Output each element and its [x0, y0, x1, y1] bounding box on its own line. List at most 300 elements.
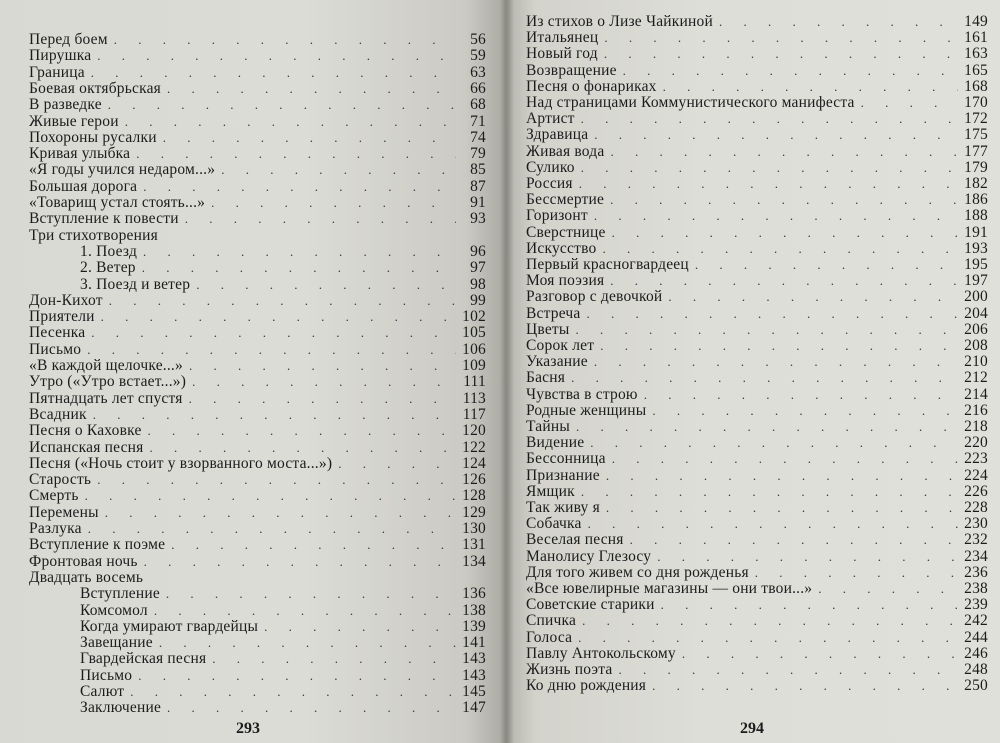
- toc-entry-page: 204: [964, 304, 988, 322]
- dot-leader: [652, 402, 958, 419]
- toc-entry: [526, 564, 988, 581]
- toc-entry-title: 3. Поезд и ветер: [80, 275, 191, 293]
- dot-leader: [114, 31, 456, 48]
- toc-entry-title: Боевая октябрьская: [29, 79, 161, 97]
- dot-leader: [196, 276, 456, 293]
- dot-leader: [93, 406, 456, 423]
- toc-entry-page: 143: [462, 650, 486, 668]
- dot-leader: [610, 143, 958, 160]
- toc-entry: [526, 531, 988, 548]
- toc-entry-page: 236: [964, 563, 988, 581]
- toc-entry-title: Разлука: [29, 520, 82, 537]
- dot-leader: [142, 259, 456, 276]
- dot-leader: [623, 62, 958, 79]
- toc-entry-title: Вступление к повести: [29, 210, 179, 228]
- toc-entry-page: 161: [964, 29, 988, 47]
- dot-leader: [125, 113, 456, 130]
- toc-entry-page: 168: [964, 77, 988, 95]
- toc-entry-page: 138: [462, 601, 486, 619]
- toc-entry-title: Комсомол: [80, 601, 148, 619]
- toc-entry-title: Признание: [526, 466, 600, 484]
- toc-entry-title: Голоса: [526, 628, 573, 646]
- toc-entry: [526, 434, 988, 451]
- toc-entry-title: Письмо: [80, 666, 133, 684]
- toc-entry: [526, 305, 988, 322]
- toc-entry-page: 238: [964, 580, 988, 597]
- toc-entry: [29, 406, 486, 423]
- toc-entry-page: 228: [964, 499, 988, 516]
- toc-entry-title: Песня о фонариках: [526, 77, 657, 95]
- toc-entry-page: 179: [964, 158, 988, 176]
- toc-entry: [29, 569, 486, 586]
- toc-entry-page: 250: [964, 677, 988, 695]
- toc-entry-page: 120: [462, 422, 486, 440]
- dot-leader: [818, 580, 958, 597]
- dot-leader: [108, 96, 456, 113]
- toc-entry: [526, 515, 988, 532]
- toc-entry-title: Бессонница: [526, 450, 606, 468]
- toc-entry: [29, 129, 486, 146]
- toc-entry-page: 68: [470, 96, 486, 114]
- dot-leader: [590, 434, 958, 451]
- toc-entry: [526, 256, 988, 273]
- toc-entry: [526, 467, 988, 484]
- toc-entry: [80, 699, 486, 716]
- toc-entry-page: 63: [470, 63, 486, 81]
- toc-entry: [29, 341, 486, 358]
- dot-leader: [618, 661, 958, 678]
- dot-leader: [576, 321, 959, 338]
- dot-leader: [610, 191, 958, 208]
- toc-entry: [80, 602, 486, 619]
- dot-leader: [159, 634, 456, 651]
- toc-entry: [29, 145, 486, 162]
- toc-entry-title: Пятнадцать лет спустя: [29, 389, 183, 407]
- toc-entry-title: Искусство: [526, 239, 597, 257]
- dot-leader: [221, 161, 456, 178]
- toc-entry: [80, 667, 486, 684]
- dot-leader: [661, 596, 958, 613]
- dot-leader: [668, 288, 958, 305]
- toc-entry-page: 96: [470, 242, 486, 260]
- toc-entry-title: Перемены: [29, 503, 99, 521]
- dot-leader: [85, 487, 456, 504]
- toc-entry-title: Видение: [526, 434, 585, 452]
- toc-entry: [80, 634, 486, 651]
- dot-leader: [143, 243, 456, 260]
- toc-entry-title: Вступление к поэме: [29, 536, 166, 554]
- toc-entry: [526, 110, 988, 127]
- toc-entry-title: Бессмертие: [526, 191, 605, 209]
- dot-leader: [594, 207, 958, 224]
- toc-entry-page: 244: [964, 628, 988, 646]
- toc-entry-title: Вступление: [80, 585, 160, 603]
- toc-entry-page: 214: [964, 385, 988, 403]
- dot-leader: [91, 324, 456, 341]
- toc-entry: [80, 618, 486, 635]
- toc-entry-page: 147: [462, 699, 486, 717]
- toc-entry-title: Сулико: [526, 158, 575, 176]
- toc-entry: [526, 94, 988, 111]
- toc-entry-page: 126: [462, 471, 486, 489]
- toc-entry-page: 141: [462, 634, 486, 652]
- dot-leader: [171, 536, 456, 553]
- toc-entry: [80, 585, 486, 602]
- dot-leader: [719, 13, 958, 30]
- toc-entry-title: Песня о Каховке: [29, 422, 142, 440]
- dot-leader: [166, 585, 456, 602]
- toc-entry-title: Новый год: [526, 45, 598, 63]
- toc-entry-page: 149: [964, 13, 988, 30]
- dot-leader: [212, 650, 456, 667]
- dot-leader: [105, 504, 456, 521]
- toc-entry: [29, 373, 486, 390]
- toc-entry: [29, 80, 486, 97]
- toc-entry-title: Фронтовая ночь: [29, 552, 138, 570]
- toc-entry-title: Сверстнице: [526, 223, 606, 241]
- toc-entry-page: 102: [462, 308, 486, 326]
- toc-entry-page: 248: [964, 661, 988, 678]
- toc-entry: [526, 62, 988, 79]
- toc-entry-title: Живая вода: [526, 142, 605, 160]
- dot-leader: [167, 699, 456, 716]
- dot-leader: [602, 240, 958, 257]
- toc-entry-page: 197: [964, 272, 988, 290]
- toc-entry: [526, 629, 988, 646]
- dot-leader: [582, 612, 958, 629]
- toc-entry-title: Перед боем: [29, 31, 108, 48]
- page-number-left: 293: [236, 720, 260, 737]
- toc-entry-page: 79: [470, 145, 486, 163]
- toc-entry: [29, 96, 486, 113]
- dot-leader: [581, 159, 958, 176]
- toc-entry-page: 175: [964, 126, 988, 144]
- toc-entry-title: Горизонт: [526, 207, 588, 225]
- dot-leader: [167, 80, 456, 97]
- dot-leader: [695, 256, 958, 273]
- toc-entry-page: 216: [964, 401, 988, 419]
- dot-leader: [109, 292, 456, 309]
- toc-entry: [80, 683, 486, 700]
- toc-entry-page: 128: [462, 487, 486, 505]
- toc-entry-title: Ко дню рождения: [526, 677, 647, 695]
- toc-entry: [526, 175, 988, 192]
- dot-leader: [149, 439, 456, 456]
- right-page: [506, 0, 1000, 743]
- toc-entry-page: 220: [964, 434, 988, 452]
- toc-entry-page: 234: [964, 547, 988, 565]
- toc-entry-title: 2. Ветер: [80, 259, 136, 277]
- toc-entry-page: 71: [470, 112, 486, 130]
- toc-entry: [526, 645, 988, 662]
- toc-entry-page: 246: [964, 644, 988, 662]
- dot-leader: [264, 618, 456, 635]
- toc-entry-title: Похороны русалки: [29, 128, 157, 146]
- toc-entry: [29, 113, 486, 130]
- toc-entry-page: 218: [964, 418, 988, 435]
- toc-entry-page: 191: [964, 223, 988, 241]
- toc-entry-page: 208: [964, 337, 988, 354]
- toc-entry-title: Старость: [29, 471, 92, 489]
- toc-entry: [526, 240, 988, 257]
- toc-entry-title: Три стихотворения: [29, 226, 158, 244]
- dot-leader: [652, 677, 958, 694]
- toc-entry: [526, 353, 988, 370]
- dot-leader: [189, 390, 456, 407]
- dot-leader: [192, 373, 456, 390]
- toc-entry-title: Смерть: [29, 487, 79, 505]
- toc-entry: [29, 194, 486, 211]
- toc-entry: [526, 580, 988, 597]
- toc-entry-title: Письмо: [29, 340, 82, 358]
- toc-entry: [526, 159, 988, 176]
- dot-leader: [581, 110, 958, 127]
- toc-entry-title: Здравица: [526, 126, 589, 144]
- toc-entry: [526, 13, 988, 30]
- toc-entry-page: 56: [470, 31, 486, 48]
- toc-entry-title: Из стихов о Лизе Чайкиной: [526, 13, 713, 30]
- toc-entry-page: 172: [964, 110, 988, 128]
- toc-entry-title: Артист: [526, 110, 575, 128]
- toc-entry-title: Тайны: [526, 418, 570, 435]
- toc-entry-title: 1. Поезд: [80, 242, 138, 260]
- dot-leader: [138, 667, 456, 684]
- toc-entry-page: 143: [462, 666, 486, 684]
- dot-leader: [338, 455, 456, 472]
- toc-entry: [526, 191, 988, 208]
- toc-entry-title: Приятели: [29, 308, 95, 326]
- toc-entry: [526, 450, 988, 467]
- toc-entry-page: 239: [964, 596, 988, 614]
- toc-entry-title: Заключение: [80, 699, 162, 717]
- toc-entry-title: Когда умирают гвардейцы: [80, 617, 259, 635]
- toc-entry-page: 212: [964, 369, 988, 387]
- toc-entry-page: 226: [964, 482, 988, 500]
- toc-entry-page: 186: [964, 191, 988, 209]
- dot-leader: [644, 386, 958, 403]
- toc-entry-title: Песня («Ночь стоит у взорванного моста...»): [29, 454, 333, 472]
- toc-entry-page: 230: [964, 515, 988, 533]
- dot-leader: [136, 145, 456, 162]
- toc-entry-title: Цветы: [526, 320, 570, 338]
- toc-entry: [526, 548, 988, 565]
- toc-entry: [526, 337, 988, 354]
- toc-entry-page: 117: [462, 405, 486, 423]
- toc-entry: [526, 612, 988, 629]
- toc-entry-title: Пирушка: [29, 47, 92, 65]
- toc-entry: [29, 390, 486, 407]
- toc-entry: [526, 224, 988, 241]
- toc-entry: [526, 661, 988, 678]
- dot-leader: [154, 602, 456, 619]
- toc-entry-title: Кривая улыбка: [29, 145, 131, 163]
- dot-leader: [594, 353, 958, 370]
- toc-entry-title: Советские старики: [526, 596, 655, 614]
- toc-entry: [29, 308, 486, 325]
- toc-entry-title: Большая дорога: [29, 177, 138, 195]
- toc-entry: [526, 126, 988, 143]
- toc-entry-page: 206: [964, 320, 988, 338]
- toc-entry: [29, 487, 486, 504]
- dot-leader: [148, 422, 456, 439]
- toc-entry: [80, 276, 486, 293]
- toc-entry-title: Родные женщины: [526, 401, 647, 419]
- toc-entry-title: Разговор с девочкой: [526, 288, 663, 306]
- toc-entry-title: Спичка: [526, 612, 577, 630]
- dot-leader: [606, 499, 958, 516]
- toc-entry-page: 131: [462, 536, 486, 554]
- toc-entry-page: 224: [964, 466, 988, 484]
- toc-entry-title: Испанская песня: [29, 438, 144, 456]
- dot-leader: [576, 418, 958, 435]
- toc-entry-page: 210: [964, 353, 988, 371]
- dot-leader: [587, 305, 959, 322]
- toc-entry-page: 106: [462, 340, 486, 358]
- toc-entry-title: Моя поэзия: [526, 272, 605, 290]
- toc-entry-page: 129: [462, 503, 486, 521]
- dot-leader: [163, 129, 456, 146]
- toc-entry: [29, 31, 486, 48]
- dot-leader: [630, 531, 958, 548]
- dot-leader: [578, 629, 958, 646]
- toc-entry-title: Басня: [526, 369, 566, 387]
- dot-leader: [682, 645, 958, 662]
- toc-entry-page: 93: [470, 210, 486, 228]
- toc-entry: [526, 207, 988, 224]
- toc-entry: [526, 596, 988, 613]
- dot-leader: [87, 341, 456, 358]
- toc-entry: [29, 210, 486, 227]
- toc-entry-page: 165: [964, 61, 988, 79]
- toc-entry-title: Утро («Утро встает...»): [29, 373, 187, 391]
- dot-leader: [579, 175, 958, 192]
- toc-entry-page: 99: [470, 291, 486, 309]
- toc-entry-page: 136: [462, 585, 486, 603]
- toc-entry-title: Песенка: [29, 324, 86, 342]
- toc-entry: [80, 243, 486, 260]
- toc-entry-page: 188: [964, 207, 988, 225]
- dot-leader: [144, 553, 456, 570]
- toc-entry: [29, 553, 486, 570]
- toc-entry-title: «Товарищ устал стоять...»: [29, 194, 206, 211]
- toc-entry-title: «Все ювелирные магазины — они твои...»: [526, 580, 813, 597]
- toc-entry-title: Собачка: [526, 515, 582, 533]
- toc-entry-page: 74: [470, 128, 486, 146]
- dot-leader: [97, 47, 456, 64]
- toc-entry-title: Жизнь поэта: [526, 661, 613, 678]
- toc-entry-title: Веселая песня: [526, 531, 624, 549]
- toc-entry: [29, 455, 486, 472]
- toc-entry-title: Сорок лет: [526, 337, 595, 354]
- dot-leader: [610, 272, 958, 289]
- dot-leader: [600, 337, 958, 354]
- toc-entry-title: Итальянец: [526, 29, 599, 47]
- toc-entry: [526, 29, 988, 46]
- dot-leader: [101, 308, 456, 325]
- toc-entry-title: Так живу я: [526, 499, 600, 516]
- toc-entry-title: Чувства в строю: [526, 385, 638, 403]
- toc-entry-title: «Я годы учился недаром...»: [29, 161, 216, 179]
- toc-entry: [526, 418, 988, 435]
- book-gutter: [500, 0, 514, 743]
- toc-entry-title: Дон-Кихот: [29, 291, 103, 309]
- toc-entry: [526, 369, 988, 386]
- toc-entry-page: 200: [964, 288, 988, 306]
- toc-entry-title: Россия: [526, 175, 573, 192]
- toc-entry-page: 113: [462, 389, 486, 407]
- toc-entry-page: 124: [462, 454, 486, 472]
- toc-entry-page: 163: [964, 45, 988, 63]
- dot-leader: [594, 126, 958, 143]
- toc-entry-title: Манолису Глезосу: [526, 547, 652, 565]
- toc-entry-title: Салют: [80, 683, 125, 700]
- toc-entry: [526, 143, 988, 160]
- dot-leader: [581, 483, 958, 500]
- toc-entry: [29, 357, 486, 374]
- toc-entry-title: Гвардейская песня: [80, 650, 207, 668]
- toc-entry-page: 87: [470, 177, 486, 195]
- dot-leader: [130, 683, 456, 700]
- toc-entry-title: Живые герои: [29, 112, 119, 130]
- toc-entry: [80, 259, 486, 276]
- toc-entry-page: 195: [964, 256, 988, 273]
- dot-leader: [755, 564, 958, 581]
- toc-entry: [29, 422, 486, 439]
- toc-entry: [29, 520, 486, 537]
- toc-entry: [526, 78, 988, 95]
- toc-entry-title: Указание: [526, 353, 588, 371]
- toc-entry-page: 105: [462, 324, 486, 342]
- toc-entry-title: Двадцать восемь: [29, 568, 144, 586]
- toc-entry: [526, 499, 988, 516]
- toc-entry: [29, 292, 486, 309]
- toc-entry-page: 85: [470, 161, 486, 179]
- toc-entry: [526, 677, 988, 694]
- toc-entry-page: 242: [964, 612, 988, 630]
- dot-leader: [189, 357, 456, 374]
- toc-entry-title: Возвращение: [526, 61, 617, 79]
- toc-entry-page: 139: [462, 617, 486, 635]
- toc-entry-page: 59: [470, 47, 486, 65]
- toc-entry: [29, 536, 486, 553]
- toc-entry: [526, 402, 988, 419]
- dot-leader: [88, 520, 456, 537]
- toc-entry-title: Первый красногвардеец: [526, 256, 689, 273]
- dot-leader: [606, 467, 958, 484]
- toc-entry: [526, 288, 988, 305]
- toc-entry-page: 91: [470, 194, 486, 211]
- toc-entry: [526, 321, 988, 338]
- toc-entry: [29, 324, 486, 341]
- page-number-right: 294: [740, 720, 764, 737]
- toc-entry: [526, 483, 988, 500]
- toc-entry-title: Ямщик: [526, 482, 575, 500]
- dot-leader: [612, 224, 958, 241]
- toc-entry-page: 170: [964, 94, 988, 111]
- toc-entry-page: 98: [470, 275, 486, 293]
- toc-entry-page: 193: [964, 239, 988, 257]
- toc-entry-page: 109: [462, 357, 486, 374]
- toc-entry-title: Над страницами Коммунистического манифеста: [526, 94, 855, 111]
- toc-entry-page: 66: [470, 79, 486, 97]
- toc-entry: [526, 272, 988, 289]
- dot-leader: [604, 29, 958, 46]
- toc-entry-page: 177: [964, 142, 988, 160]
- toc-entry: [29, 161, 486, 178]
- toc-entry: [80, 650, 486, 667]
- toc-entry: [29, 439, 486, 456]
- toc-entry-page: 97: [470, 259, 486, 277]
